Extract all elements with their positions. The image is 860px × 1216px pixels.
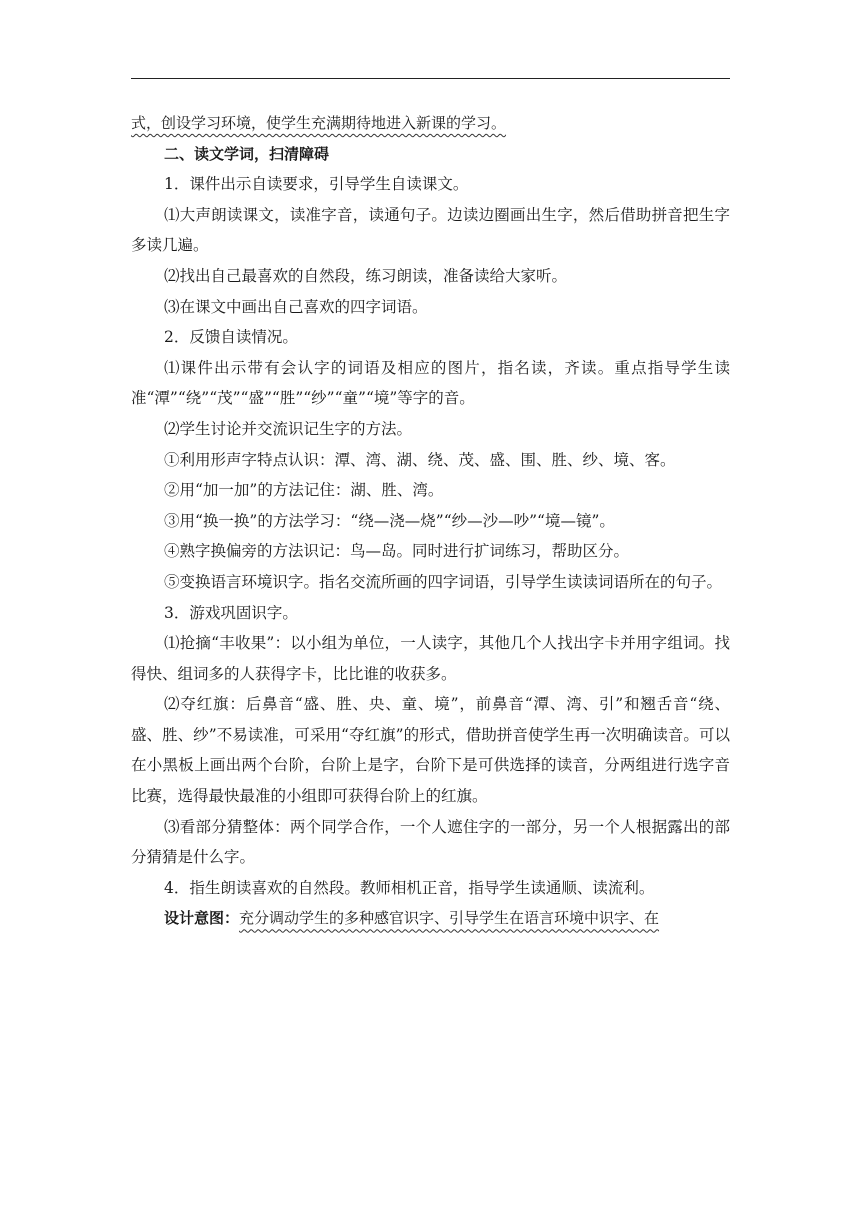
section-heading: 二、读文学词，扫清障碍 <box>164 144 330 163</box>
step-1-1: ⑴大声朗读课文，读准字音，读通句子。边读边圈画出生字，然后借助拼音把生字多读几遍。 <box>131 205 730 255</box>
step-2-1: ⑴课件出示带有会认字的词语及相应的图片，指名读，齐读。重点指导学生读准“潭”“绕”“茂”“盛”“胜”“纱”“童”“境”等字的音。 <box>131 358 730 408</box>
design-intent-text: 充分调动学生的多种感官识字、引导学生在语言环境中识字、在 <box>239 909 660 928</box>
intro-tail-text: 式，创设学习环境，使学生充满期待地进入新课的学习。 <box>131 114 507 132</box>
step-1: 1．课件出示自读要求，引导学生自读课文。 <box>164 175 469 194</box>
method-4: ④熟字换偏旁的方法识记：鸟—岛。同时进行扩词练习，帮助区分。 <box>164 542 630 561</box>
design-intent-label: 设计意图： <box>164 909 240 928</box>
step-3: 3．游戏巩固识字。 <box>164 603 298 622</box>
step-2: 2．反馈自读情况。 <box>164 328 298 347</box>
step-3-1: ⑴抢摘“丰收果”：以小组为单位，一人读字，其他几个人找出字卡并用字组词。找得快、组词多的人获得字卡，比比谁的收获多。 <box>131 634 730 683</box>
step-2-2: ⑵学生讨论并交流识记生字的方法。 <box>164 419 413 438</box>
method-1: ①利用形声字特点认识：潭、湾、湖、绕、茂、盛、围、胜、纱、境、客。 <box>164 450 676 469</box>
step-3-3: ⑶看部分猜整体：两个同学合作，一个人遮住字的一部分，另一个人根据露出的部分猜猜是什么字。 <box>131 817 730 867</box>
step-3-2: ⑵夺红旗：后鼻音“盛、胜、央、童、境”，前鼻音“潭、湾、引”和翘舌音“绕、盛、胜、纱”不易读准，可采用“夺红旗”的形式，借助拼音使学生再一次明确读音。可以在小黑板上画出两个台阶，台阶上是字，台阶下是可供选择的读音，分两组进行选字音比赛，选得最快最准的小组即可获得台阶上的红旗。 <box>131 695 730 806</box>
step-4: 4．指生朗读喜欢的自然段。教师相机正音，指导学生读通顺、读流利。 <box>164 878 655 897</box>
document-body <box>131 108 730 934</box>
step-1-3: ⑶在课文中画出自己喜欢的四字词语。 <box>164 297 428 316</box>
step-1-2: ⑵找出自己最喜欢的自然段，练习朗读，准备读给大家听。 <box>164 266 568 285</box>
header-rule <box>131 78 730 79</box>
method-3: ③用“换一换”的方法学习：“绕—浇—烧”“纱—沙—吵”“境—镜”。 <box>164 511 615 530</box>
design-intent <box>131 903 730 934</box>
method-5: ⑤变换语言环境识字。指名交流所画的四字词语，引导学生读读词语所在的句子。 <box>164 572 723 591</box>
method-2: ②用“加一加”的方法记住：湖、胜、湾。 <box>164 481 444 500</box>
